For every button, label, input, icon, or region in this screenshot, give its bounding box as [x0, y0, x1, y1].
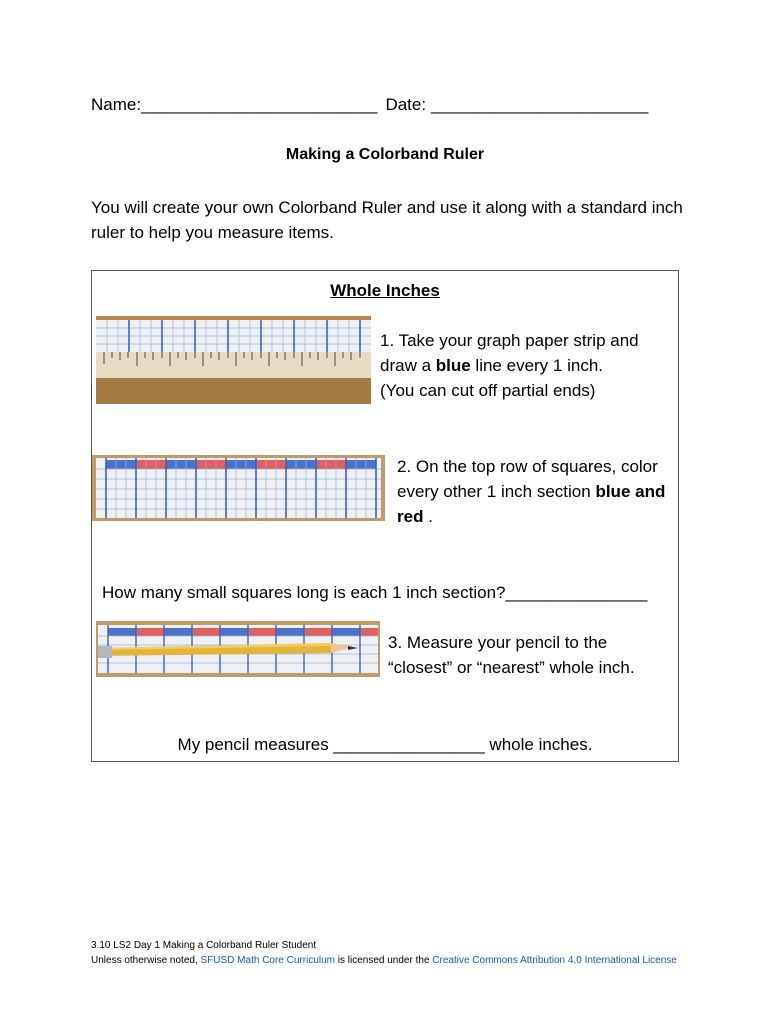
- whole-inches-section: [91, 270, 679, 762]
- cc-license-link[interactable]: Creative Commons Attribution 4.0 International License: [432, 955, 677, 966]
- step-2-text: 2. On the top row of squares, color every other 1 inch section blue and red .: [397, 457, 666, 526]
- section-heading: Whole Inches: [330, 281, 440, 300]
- date-blank[interactable]: _______________________: [430, 95, 649, 114]
- step-1-bold: blue: [435, 356, 471, 375]
- header-line: [91, 95, 648, 115]
- name-label: Name:: [91, 95, 142, 114]
- pencil-answer-line: My pencil measures ________________ whole inches.: [177, 735, 593, 754]
- sfusd-curriculum-link[interactable]: SFUSD Math Core Curriculum: [200, 955, 335, 966]
- pencil-measure-photo: [96, 621, 380, 677]
- colorband-strip-photo: [92, 455, 385, 521]
- step-1-note: (You can cut off partial ends): [380, 381, 596, 400]
- footer: [91, 938, 691, 968]
- question-squares: How many small squares long is each 1 inch section?_______________: [102, 583, 648, 602]
- date-label: Date:: [385, 95, 427, 114]
- step-2-bold: blue and red: [397, 482, 666, 526]
- step-1-text: 1. Take your graph paper strip and draw a blue line every 1 inch. (You can cut off partial ends): [380, 331, 639, 400]
- ruler-strip-photo: [96, 316, 371, 404]
- name-blank[interactable]: _________________________: [141, 95, 378, 114]
- intro-text: You will create your own Colorband Ruler and use it along with a standard inch ruler to help you measure items.: [91, 198, 683, 242]
- footer-doc-title: 3.10 LS2 Day 1 Making a Colorband Ruler Student: [91, 940, 317, 951]
- page-title: Making a Colorband Ruler: [285, 146, 485, 163]
- footer-license: Unless otherwise noted, SFUSD Math Core Curriculum is licensed under the Creative Commons Attribution 4.0 International License: [91, 955, 677, 966]
- step-3-text: 3. Measure your pencil to the “closest” or “nearest” whole inch.: [388, 633, 635, 677]
